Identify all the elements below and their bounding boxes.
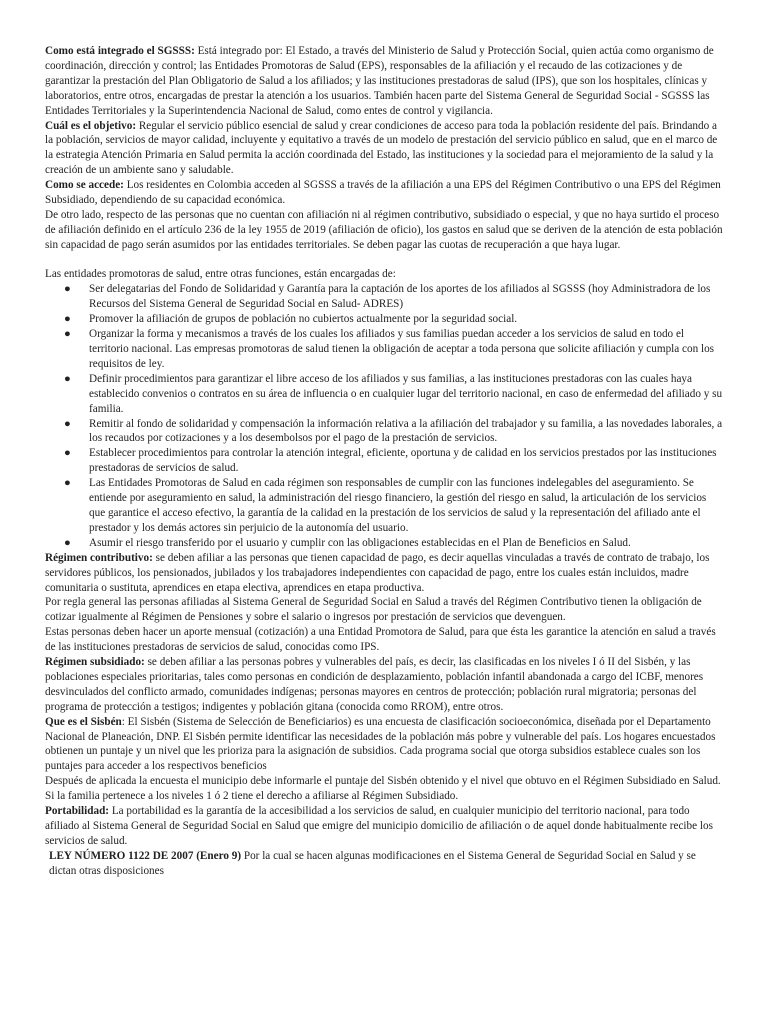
list-item-text: Establecer procedimientos para controlar la atención integral, eficiente, oportuna y de calidad en los servicios prestados por las instituciones prestadoras de servicios de salud. [89,447,717,475]
list-item [45,312,725,327]
heading-integrado: Como está integrado el SGSSS: [45,45,195,57]
bullet-icon: ● [64,313,71,326]
paragraph-otro-lado: De otro lado, respecto de las personas que no cuentan con afiliación ni al régimen contributivo, subsidiado o especial, y que no haya surtido el proceso de afiliación definido en el artículo 236 de la ley 1955 de 2019 (afiliación de oficio), los gastos en salud que se deriven de la atención de esta población sin capacidad de pago serán asumidos por las entidades territoriales. Se deben pagar las cuotas de recuperación a que haya lugar. [45,208,723,251]
bullet-icon: ● [64,536,71,549]
bullet-icon: ● [64,447,71,460]
text-accede: Los residentes en Colombia acceden al SGSSS a través de la afiliación a una EPS del Régimen Contributivo o una EPS del Régimen Subsidiado, dependiendo de su capacidad económica. [45,179,721,207]
bullet-icon: ● [64,417,71,430]
paragraph-sisben [45,715,725,775]
bullet-icon: ● [64,477,71,490]
paragraph-ley [49,849,725,879]
list-item [45,417,725,447]
list-item [45,372,725,417]
paragraph-objetivo [45,119,725,179]
text-contributivo: se deben afiliar a las personas que tienen capacidad de pago, es decir aquellas vinculadas a través de contrato de trabajo, los servidores públicos, los pensionados, jubilados y los trabajadores independientes con capacidad de pago, entre los cuales están incluidos, madre comunitaria o sustituta, aprendices en etapa electiva, aprendices en etapa productiva. [45,551,710,594]
list-item-text: Asumir el riesgo transferido por el usuario y cumplir con las obligaciones establecidas en el Plan de Beneficios en Salud. [89,536,631,549]
paragraph-despues: Después de aplicada la encuesta el municipio debe informarle el puntaje del Sisbén obtenido y el nivel que obtuvo en el Régimen Subsidiado en Salud. Si la familia pertenece a los niveles 1 ó 2 tiene el derecho a afiliarse al Régimen Subsidiado. [45,775,721,803]
list-item [45,476,725,536]
paragraph-aporte: Estas personas deben hacer un aporte mensual (cotización) a una Entidad Promotora de Salud, para que ésta les garantice la atención en salud a través de las instituciones prestadoras de servicios de salud, conocidas como IPS. [45,626,716,654]
heading-contributivo: Régimen contributivo: [45,551,153,564]
heading-portabilidad: Portabilidad: [45,805,110,818]
list-item-text: Las Entidades Promotoras de Salud en cada régimen son responsables de cumplir con las funciones indelegables del aseguramiento. Se entiende por aseguramiento en salud, la administración del riesgo financiero, la gestión del riesgo en salud, la articulación de los servicios que garantice el acceso efectivo, la garantía de la calidad en la prestación de los servicios de salud y la representación del afiliado ante el prestador y los demás actores sin perjuicio de la autonomía del usuario. [89,477,707,534]
paragraph-spacer [45,253,725,268]
eps-functions-list [45,282,725,550]
paragraph-subsidiado [45,655,725,715]
list-item-text: Remitir al fondo de solidaridad y compensación la información relativa a la afiliación del trabajador y su familia, a las novedades laborales, a los recaudos por cotizaciones y a los desembolsos por el pago de la prestación de servicios. [89,417,723,445]
list-item [45,327,725,372]
text-integrado: Está integrado por: El Estado, a través del Ministerio de Salud y Protección Social, quien actúa como organismo de coordinación, dirección y control; las Entidades Promotoras de Salud (EPS), responsables de la afiliación y el recaudo de las cotizaciones y de garantizar la prestación del Plan Obligatorio de Salud a los afiliados; y las instituciones prestadoras de salud (IPS), que son los hospitales, clínicas y laboratorios, entre otros, encargadas de prestar la atención a los usuarios. También hacen parte del Sistema General de Seguridad Social - SGSSS las Entidades Territoriales y la Superintendencia Nacional de Salud, como entes de control y vigilancia. [45,45,714,117]
paragraph-regla-general: Por regla general las personas afiliadas al Sistema General de Seguridad Social en Salud a través del Régimen Contributivo tienen la obligación de cotizar igualmente al Régimen de Pensiones y sobre el salario o ingresos por prestación de servicios que devenguen. [45,596,702,624]
heading-sisben: Que es el Sisbén [45,715,122,728]
paragraph-integrado [45,44,725,119]
list-item [45,282,725,312]
list-item [45,446,725,476]
list-item-text: Ser delegatarias del Fondo de Solidaridad y Garantía para la captación de los aportes de los afiliados al SGSSS (hoy Administradora de los Recursos del Sistema General de Seguridad Social en Salud- ADRES) [89,283,711,311]
bullet-icon: ● [64,328,71,341]
heading-subsidiado: Régimen subsidiado: [45,656,145,669]
document-page [45,44,725,879]
bullet-icon: ● [64,283,71,296]
heading-ley: LEY NÚMERO 1122 DE 2007 (Enero 9) [49,849,242,862]
paragraph-accede [45,178,725,208]
list-item-text: Promover la afiliación de grupos de población no cubiertos actualmente por la seguridad social. [89,313,518,326]
list-item [45,536,725,551]
text-subsidiado: se deben afiliar a las personas pobres y vulnerables del país, es decir, las clasificadas en los niveles I ó II del Sisbén, y las poblaciones especiales prioritarias, tales como personas en condición de desplazamiento, población infantil abandonada a cargo del ICBF, menores desvinculados del conflicto armado, comunidades indígenas; personas mayores en centros de protección; población rural migratoria; personas del programa de protección a testigos; indigentes y población gitana (conocida como RROM), entre otros. [45,656,704,713]
list-item-text: Organizar la forma y mecanismos a través de los cuales los afiliados y sus familias puedan acceder a los servicios de salud en todo el territorio nacional. Las empresas promotoras de salud tienen la obligación de aceptar a toda persona que solicite afiliación y cumpla con los requisitos de ley. [89,328,715,370]
text-portabilidad: La portabilidad es la garantía de la accesibilidad a los servicios de salud, en cualquier municipio del territorio nacional, para todo afiliado al Sistema General de Seguridad Social en Salud que emigre del municipio domicilio de afiliación o de aquel donde habitualmente recibe los servicios de salud. [45,805,713,847]
paragraph-portabilidad [45,804,725,849]
list-item-text: Definir procedimientos para garantizar el libre acceso de los afiliados y sus familias, a las instituciones prestadoras con las cuales haya establecido convenios o contratos en su área de influencia o en cualquier lugar del territorio nacional, en caso de enfermedad del afiliado y su familia. [89,372,723,415]
paragraph-contributivo [45,551,725,596]
heading-accede: Como se accede: [45,179,124,192]
paragraph-eps-intro: Las entidades promotoras de salud, entre otras funciones, están encargadas de: [45,268,396,281]
text-ley: Por la cual se hacen algunas modificaciones en el Sistema General de Seguridad Social en Salud y se dictan otras disposiciones [49,849,696,877]
bullet-icon: ● [64,372,71,385]
text-objetivo: Regular el servicio público esencial de salud y crear condiciones de acceso para toda la población residente del país. Brindando a la población, servicios de mayor calidad, incluyente y equitativo a través de un modelo de prestación del servicio público en salud, que en el marco de la estrategia Atención Primaria en Salud permita la acción coordinada del Estado, las instituciones y la sociedad para el mejoramiento de la salud y la creación de un ambiente sano y saludable. [45,119,718,177]
heading-objetivo: Cuál es el objetivo: [45,119,137,132]
text-sisben: : El Sisbén (Sistema de Selección de Beneficiarios) es una encuesta de clasificación socioeconómica, diseñada por el Departamento Nacional de Planeación, DNP. El Sisbén permite identificar las necesidades de la población más pobre y vulnerable del país. Los hogares encuestados obtienen un puntaje y un nivel que les prioriza para la asignación de subsidios. Cada programa social que otorga subsidios establece cuales son los puntajes para acceder a los respectivos beneficios [45,715,716,773]
